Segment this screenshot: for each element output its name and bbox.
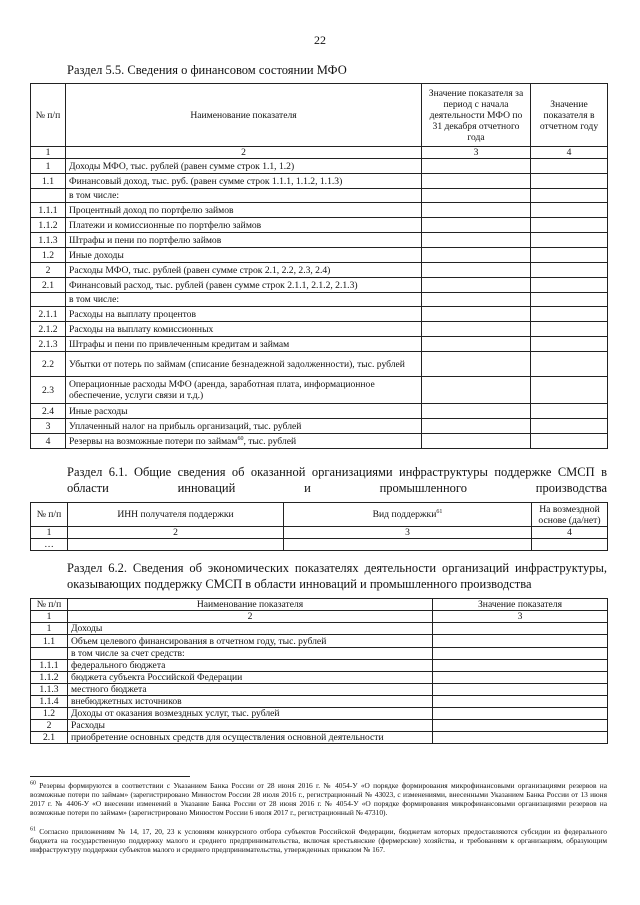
footnote-61: $^{61}$ Согласно приложениям № 14, 17, 20, 23 к условиям конкурсного отбора субъектов Российской Федерации, бюджетам которых предоставляются субсидии из федерального бюджета на государственную поддержку малого и среднего предпринимательства, включая крестьянские (фермерские) хозяйства, и требованиям к организациям, образующим инфраструктуру поддержки субъектов малого и среднего предпринимательства, утвержденных приказом № 167. — [30, 826, 607, 854]
table-row — [31, 278, 608, 293]
value-cell — [531, 248, 608, 263]
row-name: в том числе за счет средств: — [68, 648, 433, 660]
value-cell — [433, 708, 608, 720]
value-cell — [531, 434, 608, 449]
row-name: Иные доходы — [66, 248, 422, 263]
table-row — [31, 419, 608, 434]
table-row — [31, 248, 608, 263]
value-cell — [531, 404, 608, 419]
row-name: Процентный доход по портфелю займов — [66, 203, 422, 218]
colnum-4: 4 — [531, 147, 608, 159]
row-num: 2.2 — [31, 352, 66, 377]
row-num: 2.4 — [31, 404, 66, 419]
row-num: 2.1.1 — [31, 307, 66, 322]
value-cell — [422, 189, 531, 203]
table-row — [31, 648, 608, 660]
value-cell — [531, 278, 608, 293]
value-cell — [433, 720, 608, 732]
row-dots: … — [31, 539, 68, 551]
value-cell — [422, 159, 531, 174]
value-cell — [531, 203, 608, 218]
row-num: 1.1 — [31, 174, 66, 189]
section-6-1-title-line1 — [67, 464, 607, 496]
colnum-2: 2 — [66, 147, 422, 159]
table-row — [31, 352, 608, 377]
row-num: 1.1.3 — [31, 684, 68, 696]
row-name: Платежи и комиссионные по портфелю займов — [66, 218, 422, 233]
row-name: Финансовый расход, тыс. рублей (равен сумме строк 2.1.1, 2.1.2, 2.1.3) — [66, 278, 422, 293]
value-cell — [422, 203, 531, 218]
value-cell — [531, 377, 608, 404]
table-row — [31, 434, 608, 449]
value-cell — [433, 684, 608, 696]
row-num: 1.1.1 — [31, 203, 66, 218]
table-row — [31, 174, 608, 189]
table-row — [31, 720, 608, 732]
table-row — [31, 708, 608, 720]
value-cell — [422, 233, 531, 248]
row-num — [31, 189, 66, 203]
table-row — [31, 337, 608, 352]
value-cell — [531, 189, 608, 203]
table-row — [31, 672, 608, 684]
table-row — [31, 322, 608, 337]
row-num: 3 — [31, 419, 66, 434]
value-cell — [531, 322, 608, 337]
value-cell — [422, 419, 531, 434]
head-period: Значение показателя за период с начала деятельности МФО по 31 декабря отчетного года — [422, 84, 531, 147]
table-row — [31, 263, 608, 278]
colnum-2: 2 — [68, 527, 284, 539]
value-cell — [422, 278, 531, 293]
head-num: № п/п — [31, 84, 66, 147]
head-num: № п/п — [31, 599, 68, 611]
value-cell — [531, 293, 608, 307]
value-cell — [433, 623, 608, 635]
value-cell — [433, 660, 608, 672]
table-row — [31, 660, 608, 672]
value-cell — [531, 307, 608, 322]
row-name: внебюджетных источников — [68, 696, 433, 708]
value-cell — [531, 159, 608, 174]
value-cell — [422, 218, 531, 233]
footnote-separator — [30, 776, 190, 777]
value-cell — [422, 404, 531, 419]
head-name: Наименование показателя — [66, 84, 422, 147]
value-cell — [422, 293, 531, 307]
economic-indicators-table — [30, 598, 608, 744]
row-num — [31, 293, 66, 307]
value-cell — [531, 218, 608, 233]
row-name: федерального бюджета — [68, 660, 433, 672]
value-cell — [433, 672, 608, 684]
head-kind: Вид поддержки$^{61}$ — [284, 503, 532, 527]
colnum-3: 3 — [284, 527, 532, 539]
row-name: Доходы — [68, 623, 433, 635]
row-num: 2.1.2 — [31, 322, 66, 337]
value-cell — [531, 233, 608, 248]
colnum-1: 1 — [31, 611, 68, 623]
table-row — [31, 696, 608, 708]
value-cell — [531, 419, 608, 434]
row-name: в том числе: — [66, 189, 422, 203]
row-name: местного бюджета — [68, 684, 433, 696]
value-cell — [422, 434, 531, 449]
section-6-2-title: Раздел 6.2. Сведения об экономических показателях деятельности организаций инфраструктуры, оказывающих поддержку СМСП в области инноваций и промышленного производства — [67, 561, 607, 591]
colnum-3: 3 — [422, 147, 531, 159]
row-num: 2.1 — [31, 732, 68, 744]
financial-state-table — [30, 83, 608, 449]
support-table — [30, 502, 608, 551]
table-row — [31, 377, 608, 404]
row-num: 2 — [31, 720, 68, 732]
table-row — [31, 189, 608, 203]
row-name: Доходы МФО, тыс. рублей (равен сумме строк 1.1, 1.2) — [66, 159, 422, 174]
row-num: 1 — [31, 623, 68, 635]
row-name: Финансовый доход, тыс. руб. (равен сумме строк 1.1.1, 1.1.2, 1.1.3) — [66, 174, 422, 189]
row-name: бюджета субъекта Российской Федерации — [68, 672, 433, 684]
table-row — [31, 233, 608, 248]
head-num: № п/п — [31, 503, 68, 527]
colnum-1: 1 — [31, 527, 68, 539]
row-name: Расходы на выплату процентов — [66, 307, 422, 322]
row-name: Расходы на выплату комиссионных — [66, 322, 422, 337]
row-name: Расходы — [68, 720, 433, 732]
row-num: 1.1.1 — [31, 660, 68, 672]
colnum-3: 3 — [433, 611, 608, 623]
table-row — [31, 684, 608, 696]
row-num: 1.1.4 — [31, 696, 68, 708]
row-num: 1.2 — [31, 248, 66, 263]
row-num: 4 — [31, 434, 66, 449]
row-num: 1.1.3 — [31, 233, 66, 248]
value-cell — [433, 732, 608, 744]
row-name: Штрафы и пени по привлеченным кредитам и займам — [66, 337, 422, 352]
row-num: 2.1.3 — [31, 337, 66, 352]
section-5-5-title: Раздел 5.5. Сведения о финансовом состоянии МФО — [67, 63, 347, 77]
row-num: 1.1.2 — [31, 218, 66, 233]
section-6-1-title: Раздел 6.1. Общие сведения об оказанной организациями инфраструктуры поддержке СМСП в области инноваций и промышленного производства — [67, 465, 607, 495]
colnum-1: 1 — [31, 147, 66, 159]
page-number: 22 — [314, 33, 326, 47]
value-cell — [422, 174, 531, 189]
value-cell — [531, 352, 608, 377]
value-cell — [422, 307, 531, 322]
head-year: Значение показателя в отчетном году — [531, 84, 608, 147]
row-num: 2.1 — [31, 278, 66, 293]
value-cell — [433, 635, 608, 648]
row-name: Операционные расходы МФО (аренда, заработная плата, информационное обеспечение, услуги связи и т.д.) — [66, 377, 422, 404]
row-num: 1.1 — [31, 635, 68, 648]
value-cell — [422, 322, 531, 337]
row-num: 1 — [31, 159, 66, 174]
head-value: Значение показателя — [433, 599, 608, 611]
table-row — [31, 623, 608, 635]
table-row — [31, 635, 608, 648]
row-name: Резервы на возможные потери по займам$^{60}$, тыс. рублей — [66, 434, 422, 449]
value-cell — [433, 696, 608, 708]
row-num: 1.1.2 — [31, 672, 68, 684]
value-cell — [531, 337, 608, 352]
table-row — [31, 159, 608, 174]
row-num: 2 — [31, 263, 66, 278]
value-cell — [422, 377, 531, 404]
value-cell — [422, 248, 531, 263]
row-name: Иные расходы — [66, 404, 422, 419]
table-row — [31, 218, 608, 233]
head-name: Наименование показателя — [68, 599, 433, 611]
head-paid: На возмездной основе (да/нет) — [532, 503, 608, 527]
row-name: Доходы от оказания возмездных услуг, тыс. рублей — [68, 708, 433, 720]
value-cell — [433, 648, 608, 660]
head-inn: ИНН получателя поддержки — [68, 503, 284, 527]
colnum-4: 4 — [532, 527, 608, 539]
colnum-2: 2 — [68, 611, 433, 623]
value-cell — [531, 174, 608, 189]
value-cell — [531, 263, 608, 278]
row-name: Убытки от потерь по займам (списание безнадежной задолженности), тыс. рублей — [66, 352, 422, 377]
row-name: приобретение основных средств для осуществления основной деятельности — [68, 732, 433, 744]
table-row — [31, 732, 608, 744]
row-name: Расходы МФО, тыс. рублей (равен сумме строк 2.1, 2.2, 2.3, 2.4) — [66, 263, 422, 278]
row-name: Штрафы и пени по портфелю займов — [66, 233, 422, 248]
table-row — [31, 293, 608, 307]
value-cell — [422, 337, 531, 352]
footnote-60: $^{60}$ Резервы формируются в соответствии с Указанием Банка России от 28 июня 2016 г. № 4054-У «О порядке формирования микрофинансовыми организациями резервов на возможные потери по займам» (зарегистрировано Минюстом России 28 июля 2016 г., регистрационный № 43023, с изменениями, внесенными Указанием Банка России от 13 июня 2017 г. № 4406-У «О внесении изменений в Указание Банка России от 28 июня 2016 г. № 4054-У «О порядке формирования микрофинансовыми организациями резервов на возможные потери по займам» (зарегистрировано Минюстом России 6 июля 2017 г., регистрационный № 47310). — [30, 780, 607, 817]
value-cell — [422, 263, 531, 278]
row-num: 1.2 — [31, 708, 68, 720]
row-name: Объем целевого финансирования в отчетном году, тыс. рублей — [68, 635, 433, 648]
row-name: в том числе: — [66, 293, 422, 307]
row-name: Уплаченный налог на прибыль организаций, тыс. рублей — [66, 419, 422, 434]
table-row — [31, 404, 608, 419]
table-row — [31, 203, 608, 218]
row-num — [31, 648, 68, 660]
table-row — [31, 307, 608, 322]
row-num: 2.3 — [31, 377, 66, 404]
value-cell — [422, 352, 531, 377]
